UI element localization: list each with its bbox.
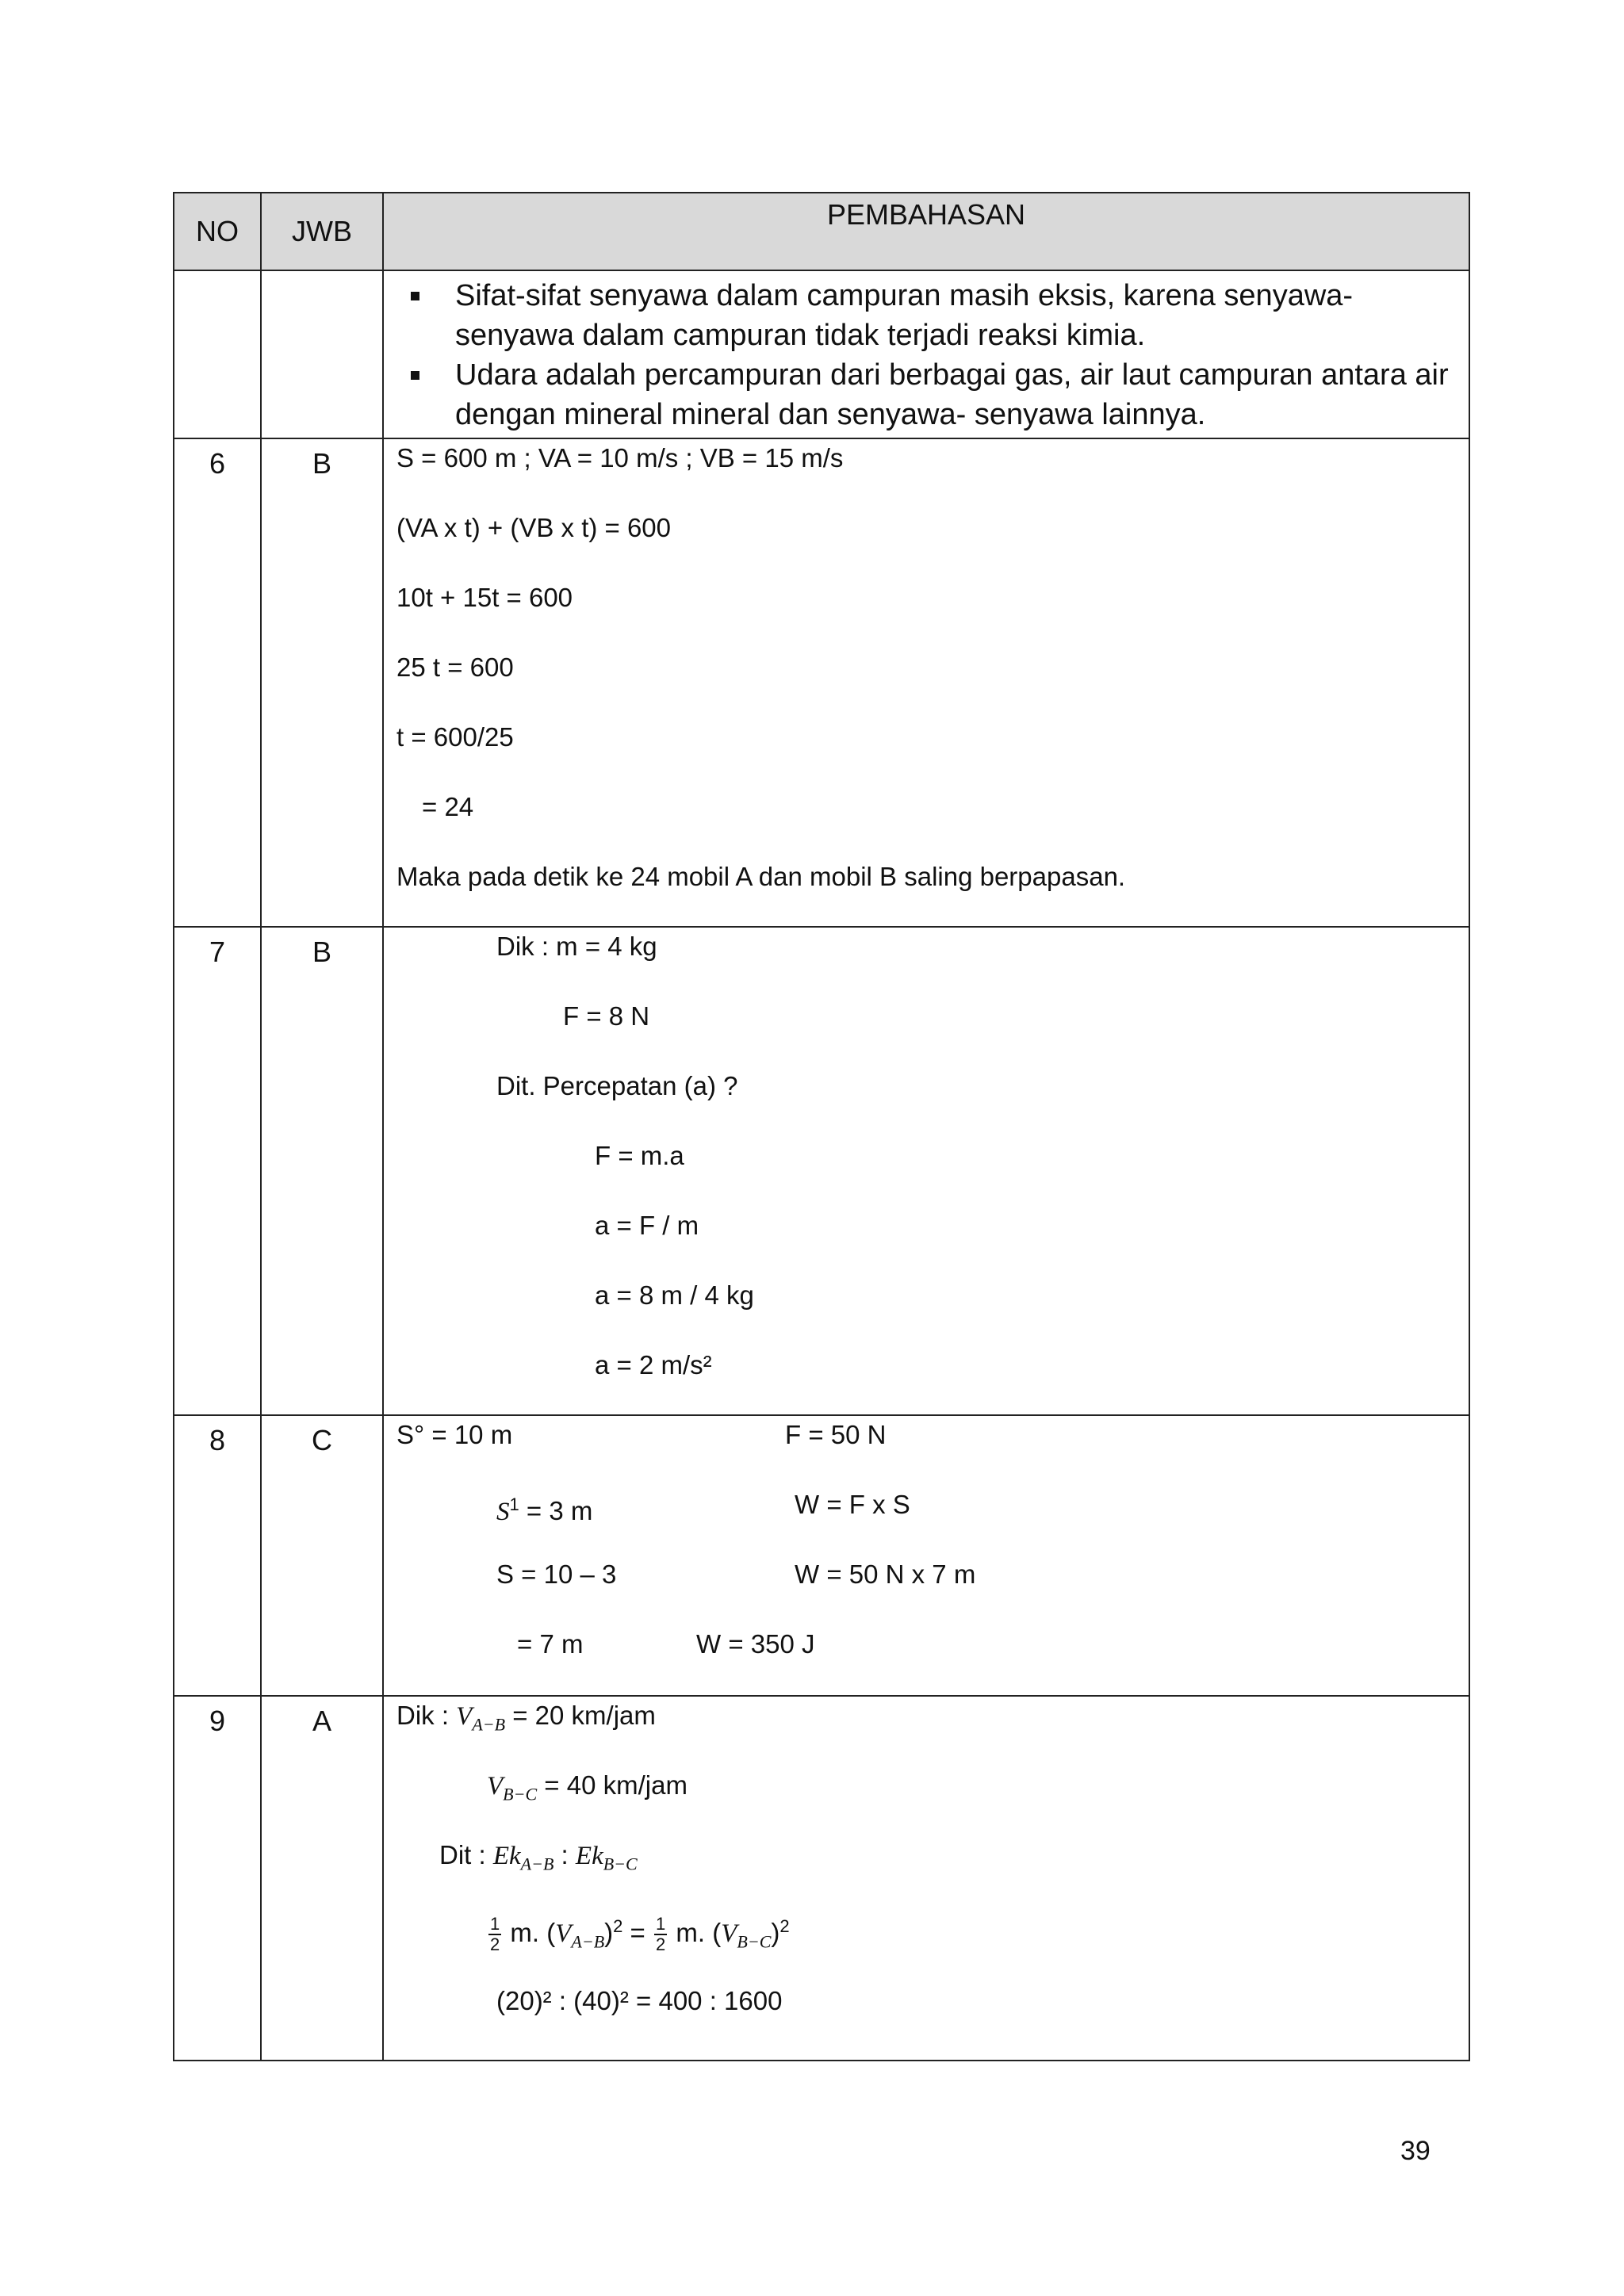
- bullet-list: [384, 271, 1469, 438]
- row-number: 7: [174, 927, 261, 1415]
- math-var: Ek: [492, 1842, 521, 1870]
- row-number: 8: [174, 1415, 261, 1696]
- solution-line: a = F / m: [595, 1211, 699, 1240]
- header-jwb: JWB: [261, 193, 383, 270]
- solution-line: S = 600 m ; VA = 10 m/s ; VB = 15 m/s: [396, 443, 844, 473]
- row-answer: B: [261, 927, 383, 1415]
- solution-text: = 40 km/jam: [537, 1770, 688, 1800]
- solution-line: a = 2 m/s²: [595, 1350, 712, 1380]
- row-explanation: [383, 438, 1469, 927]
- table-row-continuation: [174, 270, 1469, 438]
- math-sub: A−B: [520, 1854, 554, 1874]
- solution-line: 10t + 15t = 600: [396, 583, 573, 612]
- solution-text: :: [553, 1840, 576, 1869]
- solution-text: Dit :: [439, 1840, 493, 1869]
- bullet-item: Udara adalah percampuran dari berbagai gas, air laut campuran antara air dengan mineral mineral dan senyawa- senyawa lainnya.: [411, 355, 1461, 434]
- math-sup: 2: [779, 1916, 790, 1936]
- row-number: 9: [174, 1696, 261, 2061]
- solution-text: Dik :: [396, 1701, 457, 1730]
- row-answer: A: [261, 1696, 383, 2061]
- math-sub: A−B: [571, 1931, 605, 1952]
- solution-text: m. (: [668, 1918, 722, 1947]
- fraction: [654, 1915, 667, 1954]
- solution-line: (VA x t) + (VB x t) = 600: [396, 513, 672, 542]
- row-explanation: [383, 1415, 1469, 1696]
- solution-line: Dit. Percepatan (a) ?: [496, 1071, 738, 1100]
- cell-pembahasan: [383, 270, 1469, 438]
- solution-line: 25 t = 600: [396, 652, 514, 682]
- math-sub: B−C: [603, 1854, 638, 1874]
- solution-line: Dik : m = 4 kg: [496, 932, 657, 961]
- cell-no: [174, 270, 261, 438]
- solution-line: [439, 1839, 638, 1881]
- row-number: 6: [174, 438, 261, 927]
- math-sup: 1: [509, 1494, 519, 1514]
- answer-table: [173, 192, 1470, 2061]
- fraction-denominator: 2: [490, 1934, 500, 1955]
- solution-conclusion: Maka pada detik ke 24 mobil A dan mobil B saling berpapasan.: [396, 862, 1126, 891]
- solution-text: m. (: [503, 1918, 556, 1947]
- math-sub: B−C: [737, 1931, 772, 1952]
- math-var: Ek: [575, 1842, 603, 1870]
- table-header-row: [174, 193, 1469, 270]
- page-number: 39: [1400, 2136, 1431, 2166]
- math-var: S: [496, 1498, 510, 1526]
- table-row-6: [174, 438, 1469, 927]
- table-row-8: [174, 1415, 1469, 1696]
- header-no: NO: [174, 193, 261, 270]
- row-answer: C: [261, 1415, 383, 1696]
- math-var: V: [555, 1919, 572, 1948]
- solution-line: a = 8 m / 4 kg: [595, 1280, 754, 1310]
- solution-text: =: [622, 1918, 653, 1947]
- math-sub: A−B: [472, 1714, 506, 1735]
- solution-line: [396, 1700, 656, 1741]
- solution-text: ): [604, 1918, 614, 1947]
- solution-line: F = 8 N: [563, 1001, 650, 1031]
- solution-line: (20)² : (40)² = 400 : 1600: [496, 1986, 783, 2015]
- solution-line: W = 350 J: [696, 1629, 815, 1659]
- math-sup: 2: [613, 1916, 623, 1936]
- solution-line: [487, 1770, 688, 1811]
- fraction-numerator: 1: [656, 1914, 666, 1934]
- row-answer: B: [261, 438, 383, 927]
- solution-line: [496, 1489, 592, 1528]
- solution-text: = 3 m: [519, 1496, 593, 1525]
- solution-line: F = 50 N: [785, 1420, 887, 1449]
- row-explanation: [383, 927, 1469, 1415]
- header-pembahasan: PEMBAHASAN: [383, 193, 1469, 270]
- solution-text: ): [771, 1918, 780, 1947]
- fraction-denominator: 2: [656, 1934, 666, 1955]
- solution-line: W = 50 N x 7 m: [795, 1559, 976, 1589]
- solution-line: = 24: [422, 792, 474, 821]
- solution-text: = 20 km/jam: [505, 1701, 656, 1730]
- row-explanation: [383, 1696, 1469, 2061]
- cell-jwb: [261, 270, 383, 438]
- fraction-numerator: 1: [490, 1914, 500, 1934]
- math-var: V: [721, 1919, 737, 1948]
- table-row-9: [174, 1696, 1469, 2061]
- fraction: [488, 1915, 501, 1954]
- math-sub: B−C: [503, 1784, 538, 1804]
- solution-line: t = 600/25: [396, 722, 514, 752]
- solution-line: [487, 1904, 790, 1965]
- solution-line: = 7 m: [517, 1629, 584, 1659]
- math-var: V: [487, 1772, 504, 1800]
- solution-line: F = m.a: [595, 1141, 684, 1170]
- bullet-item: Sifat-sifat senyawa dalam campuran masih eksis, karena senyawa-senyawa dalam campuran tidak terjadi reaksi kimia.: [411, 276, 1461, 355]
- solution-line: S° = 10 m: [396, 1420, 513, 1449]
- solution-line: S = 10 – 3: [496, 1559, 617, 1589]
- solution-line: W = F x S: [795, 1490, 910, 1519]
- math-var: V: [456, 1702, 473, 1731]
- table-row-7: [174, 927, 1469, 1415]
